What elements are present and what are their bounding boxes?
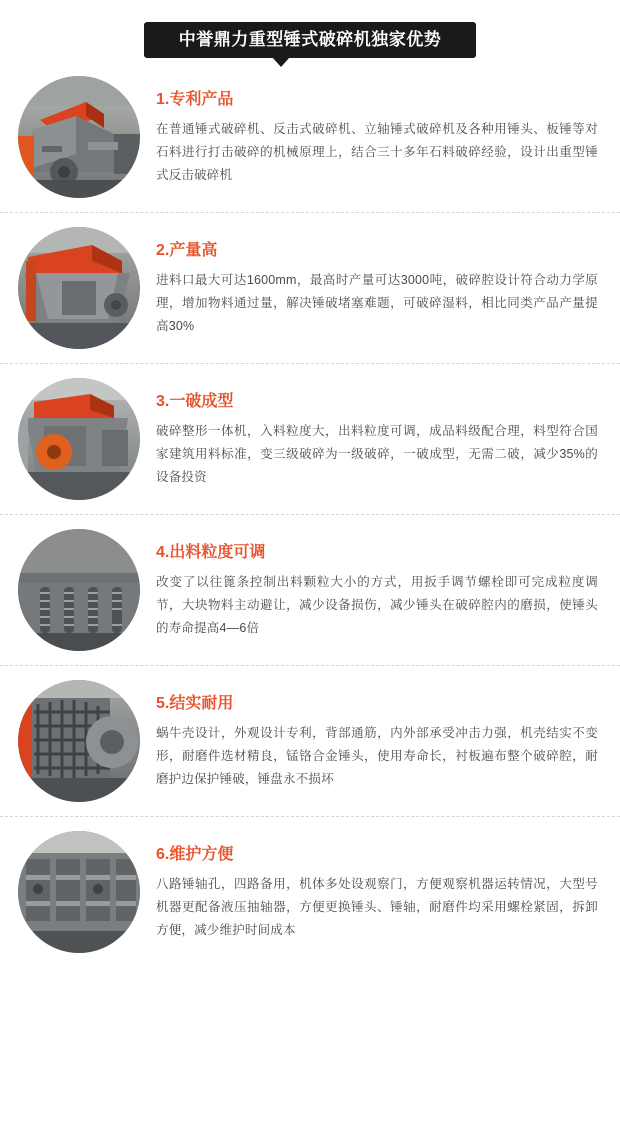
feature-description: 八路锤轴孔，四路备用，机体多处设观察门，方便观察机器运转情况，大型号机器更配备液压抽轴器，方便更换锤头、锤轴，耐磨件均采用螺栓紧固，拆卸方便，减少维护时间成本 xyxy=(156,877,598,937)
feature-title: 4.出料粒度可调 xyxy=(156,544,266,561)
feature-list xyxy=(0,62,620,967)
list-item xyxy=(0,816,620,967)
crusher-photo-one-step-forming xyxy=(18,378,140,500)
list-item xyxy=(0,514,620,665)
feature-description: 进料口最大可达1600mm，最高时产量可达3000吨，破碎腔设计符合动力学原理，增加物料通过量，解决锤破堵塞难题，可破碎湿料，相比同类产品产量提高30% xyxy=(156,273,598,333)
feature-content xyxy=(156,227,598,338)
crusher-photo-durable xyxy=(18,680,140,802)
header-banner xyxy=(144,22,476,58)
list-item xyxy=(0,62,620,212)
crusher-photo-easy-maintenance xyxy=(18,831,140,953)
feature-description: 蜗牛壳设计，外观设计专利，背部通筋，内外部承受冲击力强，机壳结实不变形，耐磨件选材精良，锰铬合金锤头，使用寿命长，衬板遍布整个破碎腔，耐磨护边保护锤破，锤盘永不损坏 xyxy=(156,726,598,786)
feature-description: 破碎整形一体机，入料粒度大，出料粒度可调，成品料级配合理，料型符合国家建筑用料标准，变三级破碎为一级破碎，一破成型，无需二破，减少35%的设备投资 xyxy=(156,424,598,484)
feature-content xyxy=(156,831,598,942)
list-item xyxy=(0,212,620,363)
page-header xyxy=(0,0,620,62)
feature-title: 1.专利产品 xyxy=(156,91,234,108)
feature-content xyxy=(156,529,598,640)
list-item xyxy=(0,665,620,816)
crusher-photo-adjustable-discharge xyxy=(18,529,140,651)
feature-content xyxy=(156,76,598,187)
feature-title: 2.产量高 xyxy=(156,242,218,259)
feature-description: 在普通锤式破碎机、反击式破碎机、立轴锤式破碎机及各种用锤头、板锤等对石料进行打击破碎的机械原理上，结合三十多年石料破碎经验，设计出重型锤式反击破碎机 xyxy=(156,122,598,182)
feature-title: 6.维护方便 xyxy=(156,846,234,863)
feature-content xyxy=(156,378,598,489)
crusher-photo-patent-product xyxy=(18,76,140,198)
page-title: 中誉鼎力重型锤式破碎机独家优势 xyxy=(178,30,442,49)
feature-title: 3.一破成型 xyxy=(156,393,234,410)
feature-description: 改变了以往篦条控制出料颗粒大小的方式，用扳手调节螺栓即可完成粒度调节，大块物料主动避让，减少设备损伤，减少锤头在破碎腔内的磨损，使锤头的寿命提高4—6倍 xyxy=(156,575,598,635)
list-item xyxy=(0,363,620,514)
feature-content xyxy=(156,680,598,791)
feature-title: 5.结实耐用 xyxy=(156,695,234,712)
crusher-photo-high-output xyxy=(18,227,140,349)
